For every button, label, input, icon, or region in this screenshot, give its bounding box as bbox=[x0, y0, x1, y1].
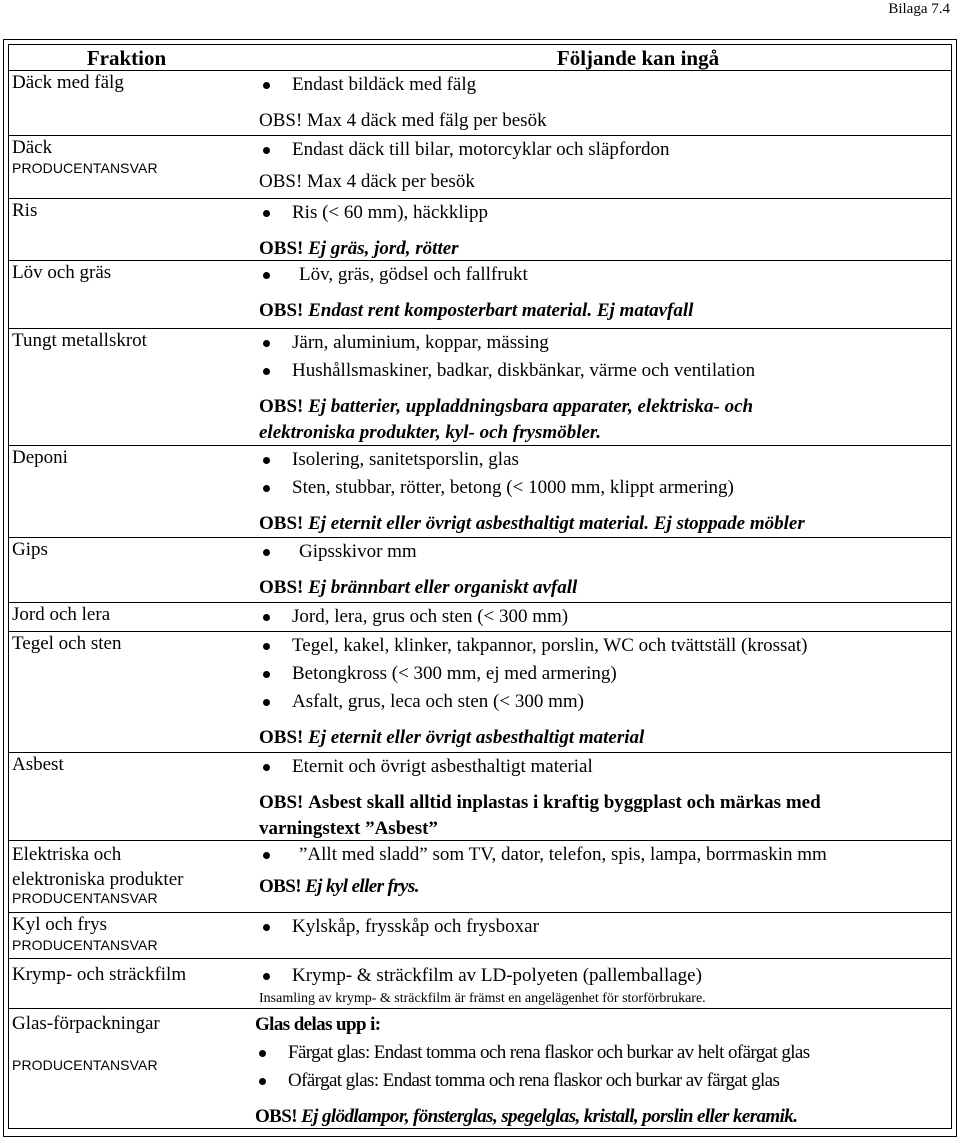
producer-responsibility-label: PRODUCENTANSVAR bbox=[12, 1057, 158, 1073]
obs-note: OBS! Ej eternit eller övrigt asbesthaltigt material bbox=[259, 727, 645, 748]
obs-note-continued: varningstext ”Asbest” bbox=[259, 818, 438, 839]
obs-note: OBS! Ej kyl eller frys. bbox=[259, 876, 419, 897]
obs-note: OBS! Ej glödlampor, fönsterglas, spegelglas, kristall, porslin eller keramik. bbox=[255, 1106, 798, 1127]
list-item: Endast bildäck med fälg bbox=[259, 71, 951, 99]
fraction-name: Deponi bbox=[12, 447, 68, 468]
header-fraction: Fraktion bbox=[86, 46, 167, 70]
list-item: Isolering, sanitetsporslin, glas bbox=[259, 446, 951, 474]
fraction-name: Kyl och frys bbox=[12, 914, 107, 935]
page-label: Bilaga 7.4 bbox=[888, 1, 950, 17]
list-item: Asfalt, grus, leca och sten (< 300 mm) bbox=[259, 688, 951, 716]
list-item: Krymp- & sträckfilm av LD-polyeten (pallemballage) bbox=[259, 962, 951, 990]
table-row bbox=[9, 261, 951, 329]
table-row bbox=[9, 446, 951, 538]
obs-note: OBS! Ej gräs, jord, rötter bbox=[259, 238, 459, 259]
fraction-name: Däck bbox=[12, 137, 53, 158]
fraction-name-continued: elektroniska produkter bbox=[12, 869, 184, 890]
header-contents: Följande kan ingå bbox=[556, 46, 720, 70]
fraction-name: Löv och gräs bbox=[12, 262, 112, 283]
list-item: Gipsskivor mm bbox=[259, 538, 951, 566]
glass-lead: Glas delas upp i: bbox=[255, 1014, 381, 1035]
obs-note-continued: elektroniska produkter, kyl- och frysmöbler. bbox=[259, 422, 601, 443]
table-row bbox=[9, 913, 951, 959]
list-item: Löv, gräs, gödsel och fallfrukt bbox=[259, 261, 951, 289]
fraction-name: Tegel och sten bbox=[12, 633, 122, 654]
obs-note: OBS! Ej batterier, uppladdningsbara apparater, elektriska- och bbox=[259, 396, 754, 417]
list-item: ”Allt med sladd” som TV, dator, telefon, spis, lampa, borrmaskin mm bbox=[259, 841, 951, 869]
list-item: Ofärgat glas: Endast tomma och rena flaskor och burkar av färgat glas bbox=[255, 1067, 951, 1095]
table-row bbox=[9, 603, 951, 632]
list-item: Färgat glas: Endast tomma och rena flaskor och burkar av helt ofärgat glas bbox=[255, 1039, 951, 1067]
list-item: Ris (< 60 mm), häckklipp bbox=[259, 199, 951, 227]
table-row bbox=[9, 632, 951, 753]
table-row bbox=[9, 959, 951, 1009]
list-item: Betongkross (< 300 mm, ej med armering) bbox=[259, 660, 951, 688]
obs-note: OBS! Ej brännbart eller organiskt avfall bbox=[259, 577, 578, 598]
fraction-name: Asbest bbox=[12, 754, 64, 775]
list-item: Jord, lera, grus och sten (< 300 mm) bbox=[259, 603, 951, 631]
producer-responsibility-label: PRODUCENTANSVAR bbox=[12, 937, 158, 953]
obs-note: OBS! Asbest skall alltid inplastas i kraftig byggplast och märkas med bbox=[259, 792, 821, 813]
list-item: Hushållsmaskiner, badkar, diskbänkar, värme och ventilation bbox=[259, 357, 951, 385]
table-row bbox=[9, 753, 951, 841]
table-row bbox=[9, 538, 951, 603]
list-item: Eternit och övrigt asbesthaltigt material bbox=[259, 753, 951, 781]
table-row bbox=[9, 71, 951, 136]
obs-note: OBS! Ej eternit eller övrigt asbesthaltigt material. Ej stoppade möbler bbox=[259, 513, 805, 534]
producer-responsibility-label: PRODUCENTANSVAR bbox=[12, 890, 158, 906]
collection-note: Insamling av krymp- & sträckfilm är främst en angelägenhet för storförbrukare. bbox=[259, 991, 706, 1006]
producer-responsibility-label: PRODUCENTANSVAR bbox=[12, 160, 158, 176]
table-row bbox=[9, 136, 951, 199]
list-item: Järn, aluminium, koppar, mässing bbox=[259, 329, 951, 357]
table-row bbox=[9, 199, 951, 261]
obs-note: OBS! Max 4 däck per besök bbox=[259, 171, 475, 192]
fraction-name: Jord och lera bbox=[12, 604, 111, 625]
list-item: Tegel, kakel, klinker, takpannor, porslin, WC och tvättställ (krossat) bbox=[259, 632, 951, 660]
obs-note: OBS! Max 4 däck med fälg per besök bbox=[259, 110, 547, 131]
fraction-name: Glas-förpackningar bbox=[12, 1013, 160, 1034]
fraction-table bbox=[8, 44, 952, 1129]
fraction-name: Däck med fälg bbox=[12, 72, 124, 93]
table-row bbox=[9, 329, 951, 446]
table-row bbox=[9, 1009, 951, 1129]
table-header bbox=[9, 45, 951, 71]
list-item: Endast däck till bilar, motorcyklar och släpfordon bbox=[259, 136, 951, 164]
fraction-name: Tungt metallskrot bbox=[12, 330, 147, 351]
table-row bbox=[9, 841, 951, 913]
fraction-name: Gips bbox=[12, 539, 48, 560]
fraction-name: Elektriska och bbox=[12, 844, 122, 865]
list-item: Kylskåp, frysskåp och frysboxar bbox=[259, 913, 951, 941]
fraction-name: Krymp- och sträckfilm bbox=[12, 964, 187, 985]
obs-note: OBS! Endast rent komposterbart material. Ej matavfall bbox=[259, 300, 694, 321]
list-item: Sten, stubbar, rötter, betong (< 1000 mm, klippt armering) bbox=[259, 474, 951, 502]
fraction-name: Ris bbox=[12, 200, 38, 221]
